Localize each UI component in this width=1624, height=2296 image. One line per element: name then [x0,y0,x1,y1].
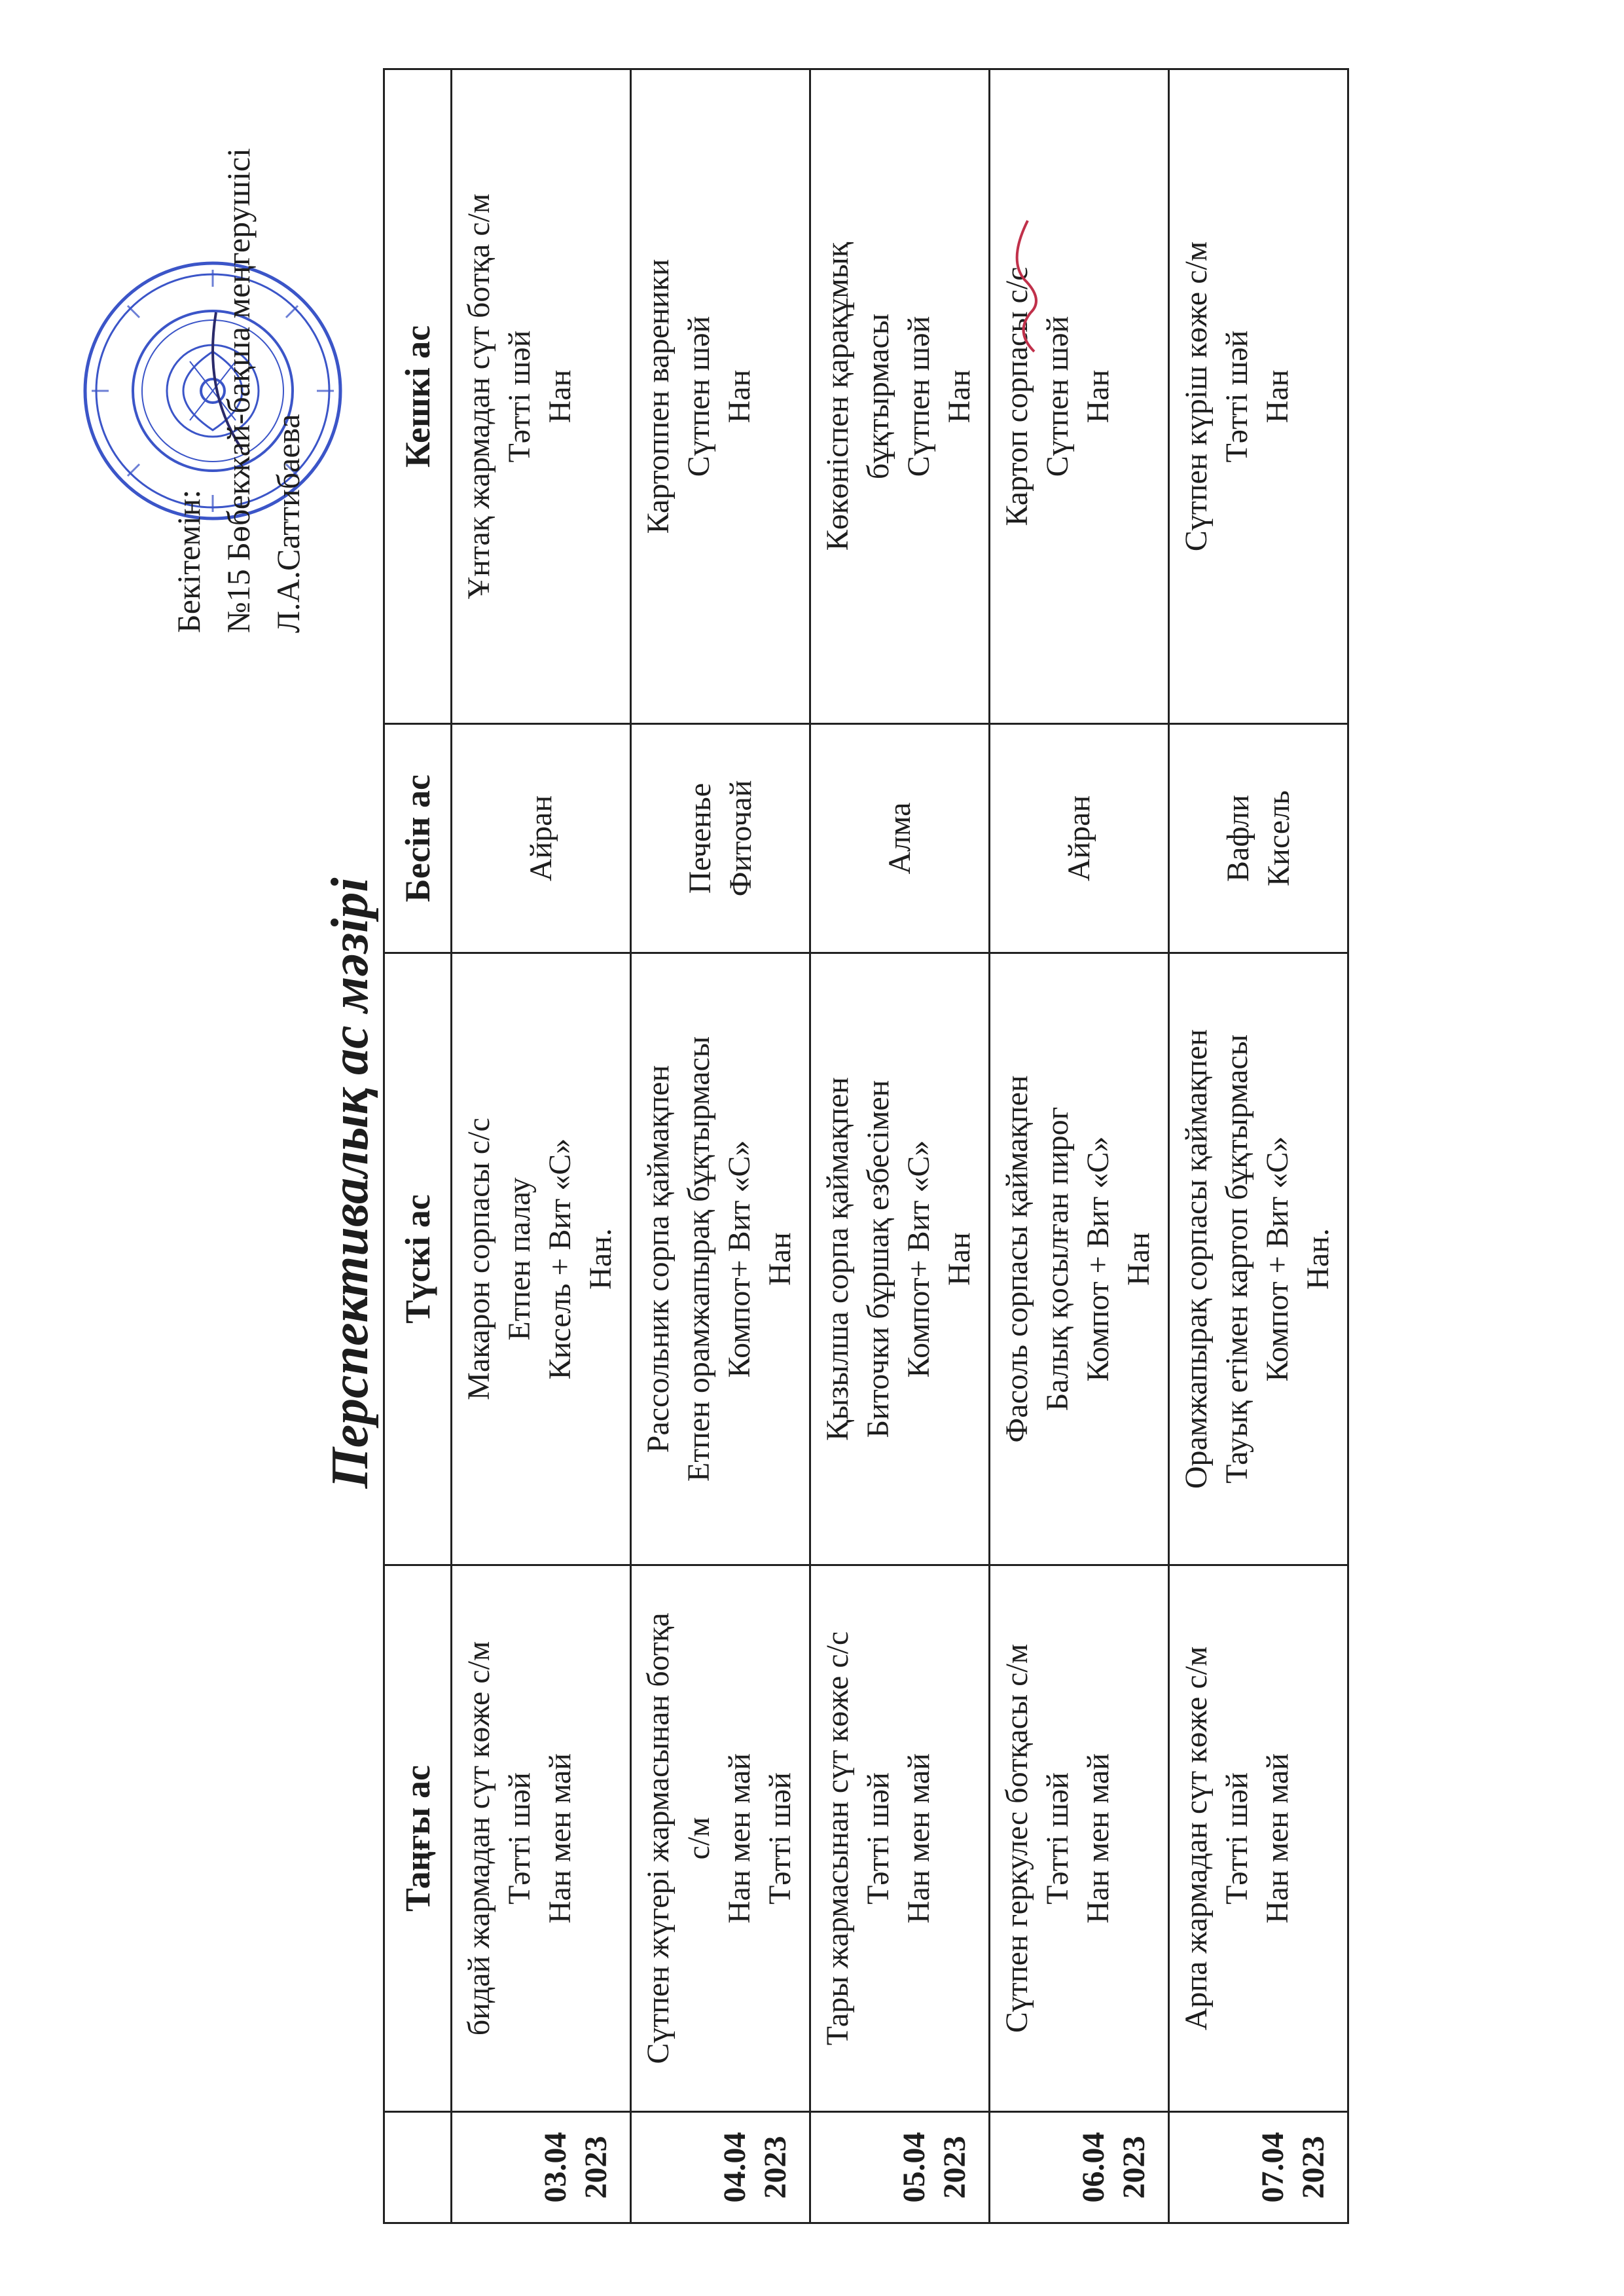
lunch-item: Етпен палау [502,1177,537,1341]
approval-position: №15 Бөбекжай-бақша меңгерушісі [220,148,257,633]
date-item: 2023 [937,2136,972,2199]
cell-dinner [810,69,990,724]
lunch-item: Биточки бұршақ езбесімен [861,1080,895,1438]
date-item: 03.04 [538,2132,573,2203]
pen-mark [1008,214,1047,358]
date-item: 2023 [758,2136,793,2199]
cell-lunch [452,953,631,1565]
cell-lunch [990,953,1169,1565]
menu-table [383,68,1349,2224]
breakfast-item: Тәтті шәй [861,1772,895,1904]
lunch-item: Компот + Вит «С» [1260,1136,1295,1382]
cell-lunch [810,953,990,1565]
date-item: 2023 [1296,2136,1331,2199]
snack-item: Фиточай [723,780,758,897]
approval-label: Бекітемін: [170,489,207,633]
header-snack: Бесін ас [384,724,452,953]
dinner-item: Тәтті шәй [1219,330,1254,463]
cell-snack [452,724,631,953]
cell-date [810,2112,990,2223]
breakfast-item: Нан мен май [1081,1753,1115,1924]
lunch-item: Фасоль сорпасы қаймақпен [1000,1075,1034,1443]
snack-item: Вафли [1220,795,1255,882]
dinner-item: Нан [722,369,757,424]
lunch-item: Рассольник сорпа қаймақпен [641,1065,676,1453]
cell-date [631,2112,810,2223]
date-item: 06.04 [1076,2132,1111,2203]
cell-breakfast [452,1565,631,2112]
lunch-item: Нан. [583,1228,618,1290]
breakfast-item: Нан мен май [543,1753,577,1924]
dinner-item: Сүтпен күріш көже с/м [1179,241,1214,552]
dinner-item: Нан [1081,369,1115,424]
breakfast-item: Тәтті шәй [502,1772,537,1904]
header-row [384,69,452,2223]
breakfast-item: Тәтті шәй [763,1772,797,1904]
snack-item: Алма [882,802,917,875]
cell-snack [631,724,810,953]
date-item: 05.04 [897,2132,931,2203]
breakfast-item: Тары жармасынан сүт көже с/с [820,1631,855,2046]
approval-block [164,70,313,633]
cell-dinner [1169,69,1348,724]
dinner-item: Картоппен вареники [641,259,676,534]
cell-breakfast [810,1565,990,2112]
menu-body [452,69,1348,2223]
lunch-item: Етпен орамжапырақ бұқтырмасы [681,1036,716,1482]
cell-date [990,2112,1169,2223]
dinner-item: бұқтырмасы [861,313,895,480]
date-item: 2023 [1117,2136,1151,2199]
lunch-item: Нан [1121,1232,1156,1286]
breakfast-item: Тәтті шәй [1040,1772,1075,1904]
breakfast-item: Нан мен май [901,1753,936,1924]
approval-signatory: Л.А.Саттибаева [270,414,306,633]
cell-breakfast [990,1565,1169,2112]
lunch-item: Компот + Вит «С» [1081,1136,1115,1382]
dinner-item: Көкөніспен қарақұмық [820,242,855,551]
snack-item: Кисель [1261,790,1296,886]
lunch-item: Макарон сорпасы с/с [461,1118,496,1400]
header-date [384,2112,452,2223]
cell-lunch [631,953,810,1565]
cell-breakfast [1169,1565,1348,2112]
breakfast-item: Арпа жармадан сүт көже с/м [1179,1646,1214,2031]
dinner-item: Нан [1260,369,1295,424]
dinner-item: Тәтті шәй [502,330,537,463]
cell-dinner [631,69,810,724]
breakfast-item: Нан мен май [722,1753,757,1924]
cell-snack [990,724,1169,953]
header-dinner: Кешкі ас [384,69,452,724]
cell-snack [810,724,990,953]
lunch-item: Нан. [1301,1228,1335,1290]
snack-item: Печенье [682,782,717,894]
dinner-item: Нан [942,369,977,424]
cell-lunch [1169,953,1348,1565]
lunch-item: Тауық етімен картоп бұқтырмасы [1219,1034,1254,1484]
menu-row [810,69,990,2223]
page-title: Перспективалық ас мәзірі [321,877,379,1489]
dinner-item: Сүтпен шәй [901,316,936,477]
dinner-item: Сүтпен шәй [681,316,716,477]
lunch-item: Компот+ Вит «С» [901,1140,936,1378]
lunch-item: Кисель + Вит «С» [543,1138,577,1380]
menu-row [1169,69,1348,2223]
breakfast-item: бидай жармадан сүт көже с/м [461,1641,496,2036]
menu-row [452,69,631,2223]
dinner-item: Нан [543,369,577,424]
dinner-item: Ұнтақ жармадан сүт ботқа с/м [461,193,496,600]
dinner-item: Картоп сорпасы с/с [1000,266,1034,526]
lunch-item: Нан [942,1232,977,1286]
breakfast-item: Нан мен май [1260,1753,1295,1924]
breakfast-item: Сүтпен жүгері жармасынан ботқа [641,1613,676,2064]
menu-row [990,69,1169,2223]
lunch-item: Балық қосылған пирог [1040,1106,1075,1412]
cell-date [452,2112,631,2223]
date-item: 04.04 [717,2132,752,2203]
dinner-item: Сүтпен шәй [1040,316,1075,477]
lunch-item: Орамжапырақ сорпасы қаймақпен [1179,1029,1214,1489]
cell-dinner [990,69,1169,724]
cell-date [1169,2112,1348,2223]
snack-item: Айран [1061,795,1096,882]
menu-row [631,69,810,2223]
header-breakfast: Таңғы ас [384,1565,452,2112]
date-item: 07.04 [1255,2132,1290,2203]
date-item: 2023 [579,2136,613,2199]
breakfast-item: Сүтпен геркулес ботқасы с/м [1000,1643,1034,2033]
lunch-item: Қызылша сорпа қаймақпен [820,1077,855,1441]
cell-snack [1169,724,1348,953]
breakfast-item: с/м [681,1817,716,1860]
lunch-item: Нан [763,1232,797,1286]
breakfast-item: Тәтті шәй [1219,1772,1254,1904]
cell-breakfast [631,1565,810,2112]
cell-dinner [452,69,631,724]
lunch-item: Компот+ Вит «С» [722,1140,757,1378]
snack-item: Айран [523,795,558,882]
header-lunch: Түскі ас [384,953,452,1565]
